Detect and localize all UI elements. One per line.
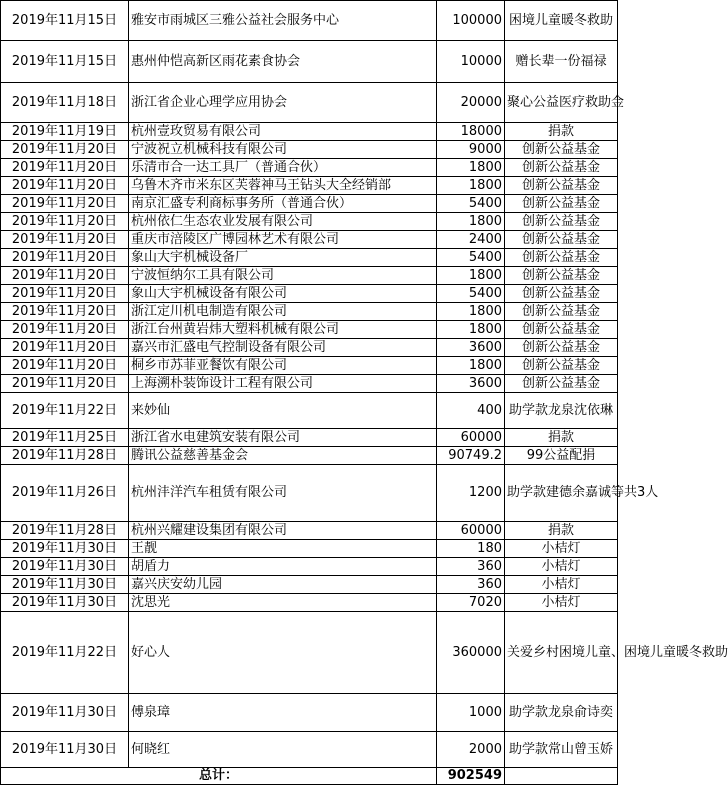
donor-cell: 浙江省水电建筑安装有限公司 <box>129 429 437 447</box>
table-row <box>1 465 618 522</box>
amount-cell: 1200 <box>437 465 505 522</box>
purpose-cell: 小桔灯 <box>505 594 618 612</box>
amount-cell: 360000 <box>437 612 505 694</box>
purpose-cell: 小桔灯 <box>505 540 618 558</box>
purpose-cell: 赠长辈一份福禄 <box>505 41 618 83</box>
purpose-cell: 创新公益基金 <box>505 375 618 393</box>
date-cell: 2019年11月22日 <box>1 612 129 694</box>
amount-cell: 18000 <box>437 123 505 141</box>
donor-cell: 杭州兴耀建设集团有限公司 <box>129 522 437 540</box>
table-row <box>1 732 618 768</box>
date-cell: 2019年11月20日 <box>1 285 129 303</box>
table-row <box>1 231 618 249</box>
table-row <box>1 321 618 339</box>
purpose-cell: 创新公益基金 <box>505 195 618 213</box>
amount-cell: 10000 <box>437 41 505 83</box>
amount-cell: 400 <box>437 393 505 429</box>
date-cell: 2019年11月28日 <box>1 522 129 540</box>
donor-cell: 好心人 <box>129 612 437 694</box>
donor-cell: 杭州沣洋汽车租赁有限公司 <box>129 465 437 522</box>
table-row <box>1 357 618 375</box>
purpose-cell: 99公益配捐 <box>505 447 618 465</box>
amount-cell: 2400 <box>437 231 505 249</box>
donor-cell: 雅安市雨城区三雅公益社会服务中心 <box>129 1 437 41</box>
purpose-cell: 创新公益基金 <box>505 231 618 249</box>
amount-cell: 60000 <box>437 429 505 447</box>
amount-cell: 3600 <box>437 375 505 393</box>
table-row <box>1 576 618 594</box>
table-row <box>1 123 618 141</box>
amount-cell: 1800 <box>437 267 505 285</box>
donor-cell: 重庆市涪陵区广博园林艺术有限公司 <box>129 231 437 249</box>
date-cell: 2019年11月20日 <box>1 267 129 285</box>
amount-cell: 90749.2 <box>437 447 505 465</box>
purpose-cell: 聚心公益医疗救助金 <box>505 83 618 123</box>
purpose-cell: 创新公益基金 <box>505 339 618 357</box>
date-cell: 2019年11月20日 <box>1 231 129 249</box>
purpose-cell: 创新公益基金 <box>505 321 618 339</box>
donor-cell: 嘉兴庆安幼儿园 <box>129 576 437 594</box>
date-cell: 2019年11月20日 <box>1 177 129 195</box>
purpose-cell: 捐款 <box>505 522 618 540</box>
purpose-cell: 助学款常山曾玉娇 <box>505 732 618 768</box>
purpose-cell: 创新公益基金 <box>505 249 618 267</box>
table-row <box>1 195 618 213</box>
donor-cell: 桐乡市苏菲亚餐饮有限公司 <box>129 357 437 375</box>
amount-cell: 1800 <box>437 303 505 321</box>
date-cell: 2019年11月28日 <box>1 447 129 465</box>
purpose-cell: 创新公益基金 <box>505 267 618 285</box>
date-cell: 2019年11月15日 <box>1 41 129 83</box>
amount-cell: 360 <box>437 576 505 594</box>
table-row <box>1 41 618 83</box>
total-blank-cell <box>505 768 618 785</box>
donor-cell: 浙江定川机电制造有限公司 <box>129 303 437 321</box>
purpose-cell: 关爱乡村困境儿童、困境儿童暖冬救助 <box>505 612 618 694</box>
amount-cell: 360 <box>437 558 505 576</box>
purpose-cell: 困境儿童暖冬救助 <box>505 1 618 41</box>
purpose-cell: 创新公益基金 <box>505 159 618 177</box>
table-row <box>1 285 618 303</box>
donor-cell: 惠州仲恺高新区雨花素食协会 <box>129 41 437 83</box>
donor-cell: 杭州依仁生态农业发展有限公司 <box>129 213 437 231</box>
donor-cell: 腾讯公益慈善基金会 <box>129 447 437 465</box>
table-row <box>1 393 618 429</box>
donor-cell: 王靓 <box>129 540 437 558</box>
purpose-cell: 创新公益基金 <box>505 213 618 231</box>
amount-cell: 20000 <box>437 83 505 123</box>
purpose-cell: 捐款 <box>505 123 618 141</box>
table-row <box>1 303 618 321</box>
date-cell: 2019年11月20日 <box>1 141 129 159</box>
table-row <box>1 447 618 465</box>
date-cell: 2019年11月18日 <box>1 83 129 123</box>
table-row <box>1 522 618 540</box>
amount-cell: 180 <box>437 540 505 558</box>
date-cell: 2019年11月20日 <box>1 303 129 321</box>
donor-cell: 南京汇盛专利商标事务所（普通合伙） <box>129 195 437 213</box>
donor-cell: 何晓红 <box>129 732 437 768</box>
table-row <box>1 540 618 558</box>
donor-cell: 浙江省企业心理学应用协会 <box>129 83 437 123</box>
date-cell: 2019年11月15日 <box>1 1 129 41</box>
date-cell: 2019年11月25日 <box>1 429 129 447</box>
table-row <box>1 594 618 612</box>
donor-cell: 象山大宇机械设备厂 <box>129 249 437 267</box>
purpose-cell: 创新公益基金 <box>505 177 618 195</box>
donor-cell: 象山大宇机械设备有限公司 <box>129 285 437 303</box>
date-cell: 2019年11月20日 <box>1 321 129 339</box>
table-row <box>1 1 618 41</box>
purpose-cell: 创新公益基金 <box>505 357 618 375</box>
amount-cell: 1800 <box>437 213 505 231</box>
date-cell: 2019年11月30日 <box>1 540 129 558</box>
amount-cell: 1800 <box>437 321 505 339</box>
donor-cell: 宁波恒纳尔工具有限公司 <box>129 267 437 285</box>
purpose-cell: 助学款龙泉沈依琳 <box>505 393 618 429</box>
table-row <box>1 429 618 447</box>
amount-cell: 5400 <box>437 285 505 303</box>
purpose-cell: 创新公益基金 <box>505 303 618 321</box>
date-cell: 2019年11月20日 <box>1 357 129 375</box>
amount-cell: 5400 <box>437 249 505 267</box>
date-cell: 2019年11月22日 <box>1 393 129 429</box>
amount-cell: 100000 <box>437 1 505 41</box>
donor-cell: 乐清市合一达工具厂（普通合伙） <box>129 159 437 177</box>
donor-cell: 乌鲁木齐市米东区芙蓉神马王钻头大全经销部 <box>129 177 437 195</box>
amount-cell: 9000 <box>437 141 505 159</box>
amount-cell: 60000 <box>437 522 505 540</box>
donor-cell: 傅泉璋 <box>129 694 437 732</box>
purpose-cell: 小桔灯 <box>505 576 618 594</box>
table-row <box>1 339 618 357</box>
amount-cell: 1800 <box>437 357 505 375</box>
amount-cell: 3600 <box>437 339 505 357</box>
table-row <box>1 558 618 576</box>
donor-cell: 杭州壹玫贸易有限公司 <box>129 123 437 141</box>
table-row <box>1 612 618 694</box>
date-cell: 2019年11月30日 <box>1 558 129 576</box>
amount-cell: 1800 <box>437 177 505 195</box>
date-cell: 2019年11月20日 <box>1 375 129 393</box>
donor-cell: 嘉兴市汇盛电气控制设备有限公司 <box>129 339 437 357</box>
date-cell: 2019年11月30日 <box>1 732 129 768</box>
date-cell: 2019年11月19日 <box>1 123 129 141</box>
donor-cell: 来妙仙 <box>129 393 437 429</box>
date-cell: 2019年11月20日 <box>1 195 129 213</box>
date-cell: 2019年11月20日 <box>1 159 129 177</box>
date-cell: 2019年11月30日 <box>1 594 129 612</box>
total-row <box>1 768 618 785</box>
purpose-cell: 创新公益基金 <box>505 285 618 303</box>
amount-cell: 2000 <box>437 732 505 768</box>
amount-cell: 5400 <box>437 195 505 213</box>
table-row <box>1 159 618 177</box>
total-value: 902549 <box>437 768 505 785</box>
purpose-cell: 创新公益基金 <box>505 141 618 159</box>
table-row <box>1 177 618 195</box>
purpose-cell: 助学款建德余嘉诚等共3人 <box>505 465 618 522</box>
amount-cell: 1000 <box>437 694 505 732</box>
donor-cell: 上海溯朴装饰设计工程有限公司 <box>129 375 437 393</box>
table-row <box>1 249 618 267</box>
purpose-cell: 小桔灯 <box>505 558 618 576</box>
purpose-cell: 捐款 <box>505 429 618 447</box>
table-row <box>1 141 618 159</box>
date-cell: 2019年11月20日 <box>1 249 129 267</box>
donor-cell: 宁波祝立机械科技有限公司 <box>129 141 437 159</box>
amount-cell: 1800 <box>437 159 505 177</box>
date-cell: 2019年11月26日 <box>1 465 129 522</box>
date-cell: 2019年11月20日 <box>1 339 129 357</box>
donor-cell: 沈思光 <box>129 594 437 612</box>
table-row <box>1 694 618 732</box>
date-cell: 2019年11月30日 <box>1 576 129 594</box>
table-row <box>1 375 618 393</box>
donor-cell: 浙江台州黄岩炜大塑料机械有限公司 <box>129 321 437 339</box>
table-row <box>1 213 618 231</box>
date-cell: 2019年11月30日 <box>1 694 129 732</box>
total-label: 总计： <box>1 768 437 785</box>
table-row <box>1 83 618 123</box>
donor-cell: 胡盾力 <box>129 558 437 576</box>
amount-cell: 7020 <box>437 594 505 612</box>
table-row <box>1 267 618 285</box>
purpose-cell: 助学款龙泉俞诗奕 <box>505 694 618 732</box>
date-cell: 2019年11月20日 <box>1 213 129 231</box>
